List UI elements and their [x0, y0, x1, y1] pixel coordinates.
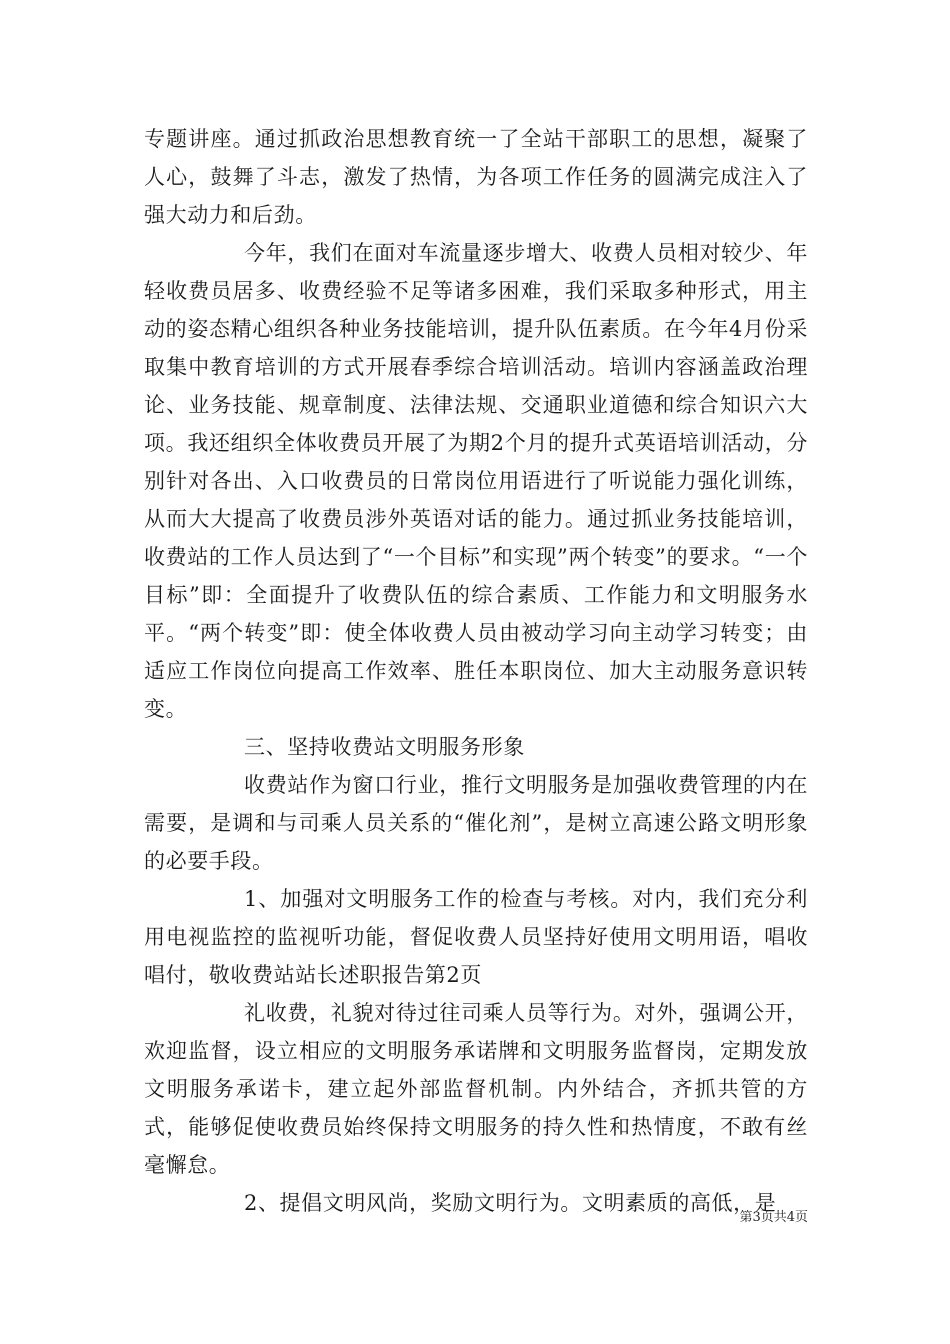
section-heading-civilized-service: 三、坚持收费站文明服务形象: [244, 735, 525, 759]
page-number: 第3页共4页: [739, 1210, 808, 1225]
document-body: [144, 120, 808, 1222]
paragraph-business-training: 今年，我们在面对车流量逐步增大、收费人员相对较少、年轻收费员居多、收费经验不足等诸多困难，我们采取多种形式，用主动的姿态精心组织各种业务技能培训，提升队伍素质。在今年4月份采取集中教育培训的方式开展春季综合培训活动。培训内容涵盖政治理论、业务技能、规章制度、法律法规、交通职业道德和综合知识六大项。我还组织全体收费员开展了为期2个月的提升式英语培训活动，分别针对各出、入口收费员的日常岗位用语进行了听说能力强化训练，从而大大提高了收费员涉外英语对话的能力。通过抓业务技能培训，收费站的工作人员达到了“一个目标”和实现”两个转变”的要求。“一个目标”即：全面提升了收费队伍的综合素质、工作能力和文明服务水平。“两个转变”即：使全体收费人员由被动学习向主动学习转变；由适应工作岗位向提高工作效率、胜任本职岗位、加大主动服务意识转变。: [144, 241, 808, 721]
paragraph-service-intro: 收费站作为窗口行业，推行文明服务是加强收费管理的内在需要，是调和与司乘人员关系的“催化剂”，是树立高速公路文明形象的必要手段。: [144, 773, 808, 873]
paragraph-external-supervision: 礼收费，礼貌对待过往司乘人员等行为。对外，强调公开，欢迎监督，设立相应的文明服务承诺牌和文明服务监督岗，定期发放文明服务承诺卡，建立起外部监督机制。内外结合，齐抓共管的方式，能够促使收费员始终保持文明服务的持久性和热情度，不敢有丝毫懈怠。: [144, 1001, 808, 1177]
paragraph-inspection-assessment: 1、加强对文明服务工作的检查与考核。对内，我们充分利用电视监控的监视听功能，督促收费人员坚持好使用文明用语，唱收唱付，敬收费站站长述职报告第2页: [144, 887, 808, 987]
paragraph-training-continuation: 专题讲座。通过抓政治思想教育统一了全站干部职工的思想，凝聚了人心，鼓舞了斗志，激发了热情，为各项工作任务的圆满完成注入了强大动力和后劲。: [144, 127, 808, 227]
paragraph-promote-civility: 2、提倡文明风尚，奖励文明行为。文明素质的高低，是: [244, 1191, 777, 1215]
